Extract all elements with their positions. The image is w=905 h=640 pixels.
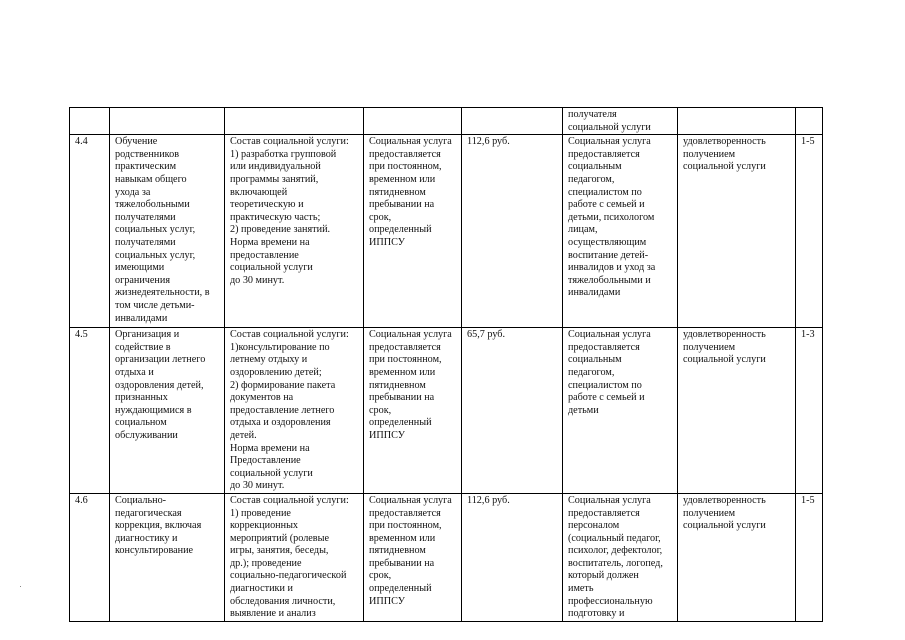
table-row-continuation <box>70 108 823 135</box>
cell-evaluation: удовлетворенность получением социальной услуги <box>678 493 796 621</box>
services-table <box>69 107 823 622</box>
cell-delivery: Социальная услуга предоставляется персоналом (социальный педагог, психолог, дефектолог, воспитатель, логопед, который должен иметь профессиональную подготовку и <box>563 493 678 621</box>
table-row <box>70 135 823 328</box>
cell-service-name: Социально- педагогическая коррекция, включая диагностику и консультирование <box>110 493 225 621</box>
cell-service-content: Состав социальной услуги: 1) проведение коррекционных мероприятий (ролевые игры, занятия, беседы, др.); проведение социально-педагогической диагностики и обследования личности, выявление и анализ <box>225 493 364 621</box>
cell-num: 4.6 <box>70 493 110 621</box>
cell-price <box>462 108 563 135</box>
cell-service-name: Организация и содействие в организации летнего отдыха и оздоровления детей, признанных нуждающимися в социальном обслуживании <box>110 328 225 494</box>
cell-num: 4.4 <box>70 135 110 328</box>
cell-content <box>225 108 364 135</box>
cell-service-content: Состав социальной услуги: 1) разработка групповой или индивидуальной программы занятий, включающей теоретическую и практическую часть; 2) проведение занятий. Норма времени на предоставление социальной услуги до 30 минут. <box>225 135 364 328</box>
cell-num <box>70 108 110 135</box>
scan-speck <box>20 586 21 587</box>
cell-form <box>364 108 462 135</box>
cell-evaluation: удовлетворенность получением социальной услуги <box>678 328 796 494</box>
cell-price: 112,6 руб. <box>462 493 563 621</box>
cell-price: 112,6 руб. <box>462 135 563 328</box>
cell-delivery: Социальная услуга предоставляется социальным педагогом, специалистом по работе с семьей и детьми <box>563 328 678 494</box>
cell-delivery: получателя социальной услуги <box>563 108 678 135</box>
cell-service-form: Социальная услуга предоставляется при постоянном, временном или пятидневном пребывании на срок, определенный ИППСУ <box>364 135 462 328</box>
table-row <box>70 328 823 494</box>
table-row <box>70 493 823 621</box>
cell-term: 1-3 <box>796 328 823 494</box>
cell-service-name: Обучение родственников практическим навыкам общего ухода за тяжелобольными получателями социальных услуг, получателями социальных услуг, имеющими ограничения жизнедеятельности, в том числе детьми- инвалидами <box>110 135 225 328</box>
cell-term <box>796 108 823 135</box>
cell-term: 1-5 <box>796 493 823 621</box>
cell-evaluation <box>678 108 796 135</box>
cell-name <box>110 108 225 135</box>
cell-term: 1-5 <box>796 135 823 328</box>
cell-service-form: Социальная услуга предоставляется при постоянном, временном или пятидневном пребывании на срок, определенный ИППСУ <box>364 328 462 494</box>
cell-evaluation: удовлетворенность получением социальной услуги <box>678 135 796 328</box>
cell-service-content: Состав социальной услуги: 1)консультирование по летнему отдыху и оздоровлению детей; 2) формирование пакета документов на предоставление летнего отдыха и оздоровления детей. Норма времени на Предоставление социальной услуги до 30 минут. <box>225 328 364 494</box>
cell-service-form: Социальная услуга предоставляется при постоянном, временном или пятидневном пребывании на срок, определенный ИППСУ <box>364 493 462 621</box>
cell-price: 65,7 руб. <box>462 328 563 494</box>
cell-delivery: Социальная услуга предоставляется социальным педагогом, специалистом по работе с семьей и детьми, психологом лицам, осуществляющим воспитание детей- инвалидов и уход за тяжелобольными и инвалидами <box>563 135 678 328</box>
cell-num: 4.5 <box>70 328 110 494</box>
